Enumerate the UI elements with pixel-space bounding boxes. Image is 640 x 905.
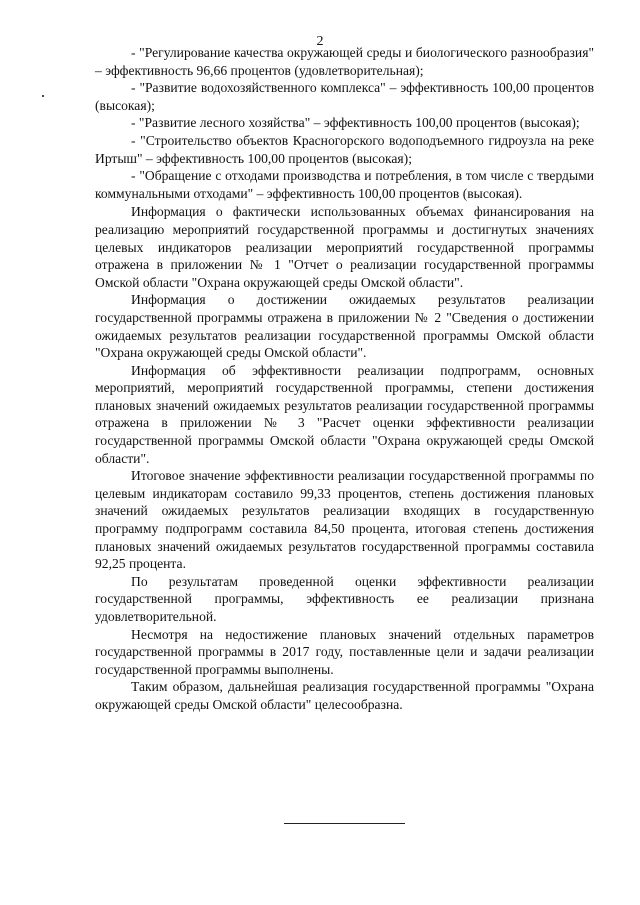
paragraph-goals-fulfilled: Несмотря на недостижение плановых значений отдельных параметров государственной программы в 2017 году, поставленные цели и задачи реализации государственной программы выполнены.: [95, 626, 594, 677]
subprogram-item-waste-management: - "Обращение с отходами производства и потребления, в том числе с твердыми коммунальными отходами" – эффективность 100,00 процентов (высокая).: [95, 168, 594, 201]
scan-artifact-dot: [42, 95, 44, 97]
subprogram-item-water-management: - "Развитие водохозяйственного комплекса" – эффективность 100,00 процентов (высокая);: [95, 80, 594, 113]
subprogram-item-forestry: - "Развитие лесного хозяйства" – эффективность 100,00 процентов (высокая);: [131, 115, 580, 131]
paragraph-financing-info: Информация о фактически использованных объемах финансирования на реализацию мероприятий государственной программы и достигнутых значениях целевых индикаторов реализации мероприятий государственной программы отражена в приложении № 1 "Отчет о реализации государственной программы Омской области "Охрана окружающей среды Омской области".: [95, 204, 594, 290]
paragraph-efficiency-info: Информация об эффективности реализации подпрограмм, основных мероприятий, мероприятий государственной программы, степени достижения плановых значений ожидаемых результатов реализации государственной программы отражена в приложении № 3 "Расчет оценки эффективности реализации государственной программы Омской области "Охрана окружающей среды Омской области".: [95, 362, 594, 466]
paragraph-assessment-result: По результатам проведенной оценки эффективности реализации государственной программы, эффективность ее реализации признана удовлетворительной.: [95, 573, 594, 624]
subprogram-item-krasnogorsk-hydro: - "Строительство объектов Красногорского водоподъемного гидроузла на реке Иртыш" – эффективность 100,00 процентов (высокая);: [95, 132, 594, 166]
page-number: 2: [316, 34, 324, 49]
closing-rule: [284, 823, 405, 824]
paragraph-total-efficiency: Итоговое значение эффективности реализации государственной программы по целевым индикаторам составило 99,33 процентов, степень достижения плановых значений ожидаемых результатов реализации входящих в государственную программу подпрограмм составила 84,50 процента, итоговая степень достижения плановых значений ожидаемых результатов государственной программы составила 92,25 процента.: [95, 468, 594, 572]
paragraph-expected-results: Информация о достижении ожидаемых результатов реализации государственной программы отражена в приложении № 2 "Сведения о достижении ожидаемых результатов реализации государственной программы Омской области "Охрана окружающей среды Омской области".: [95, 292, 594, 361]
subprogram-item-environment-quality: - "Регулирование качества окружающей среды и биологического разнообразия" – эффективность 96,66 процентов (удовлетворительная);: [95, 45, 594, 78]
paragraph-conclusion: Таким образом, дальнейшая реализация государственной программы "Охрана окружающей среды Омской области" целесообразна.: [95, 679, 594, 712]
document-body: [95, 44, 594, 714]
